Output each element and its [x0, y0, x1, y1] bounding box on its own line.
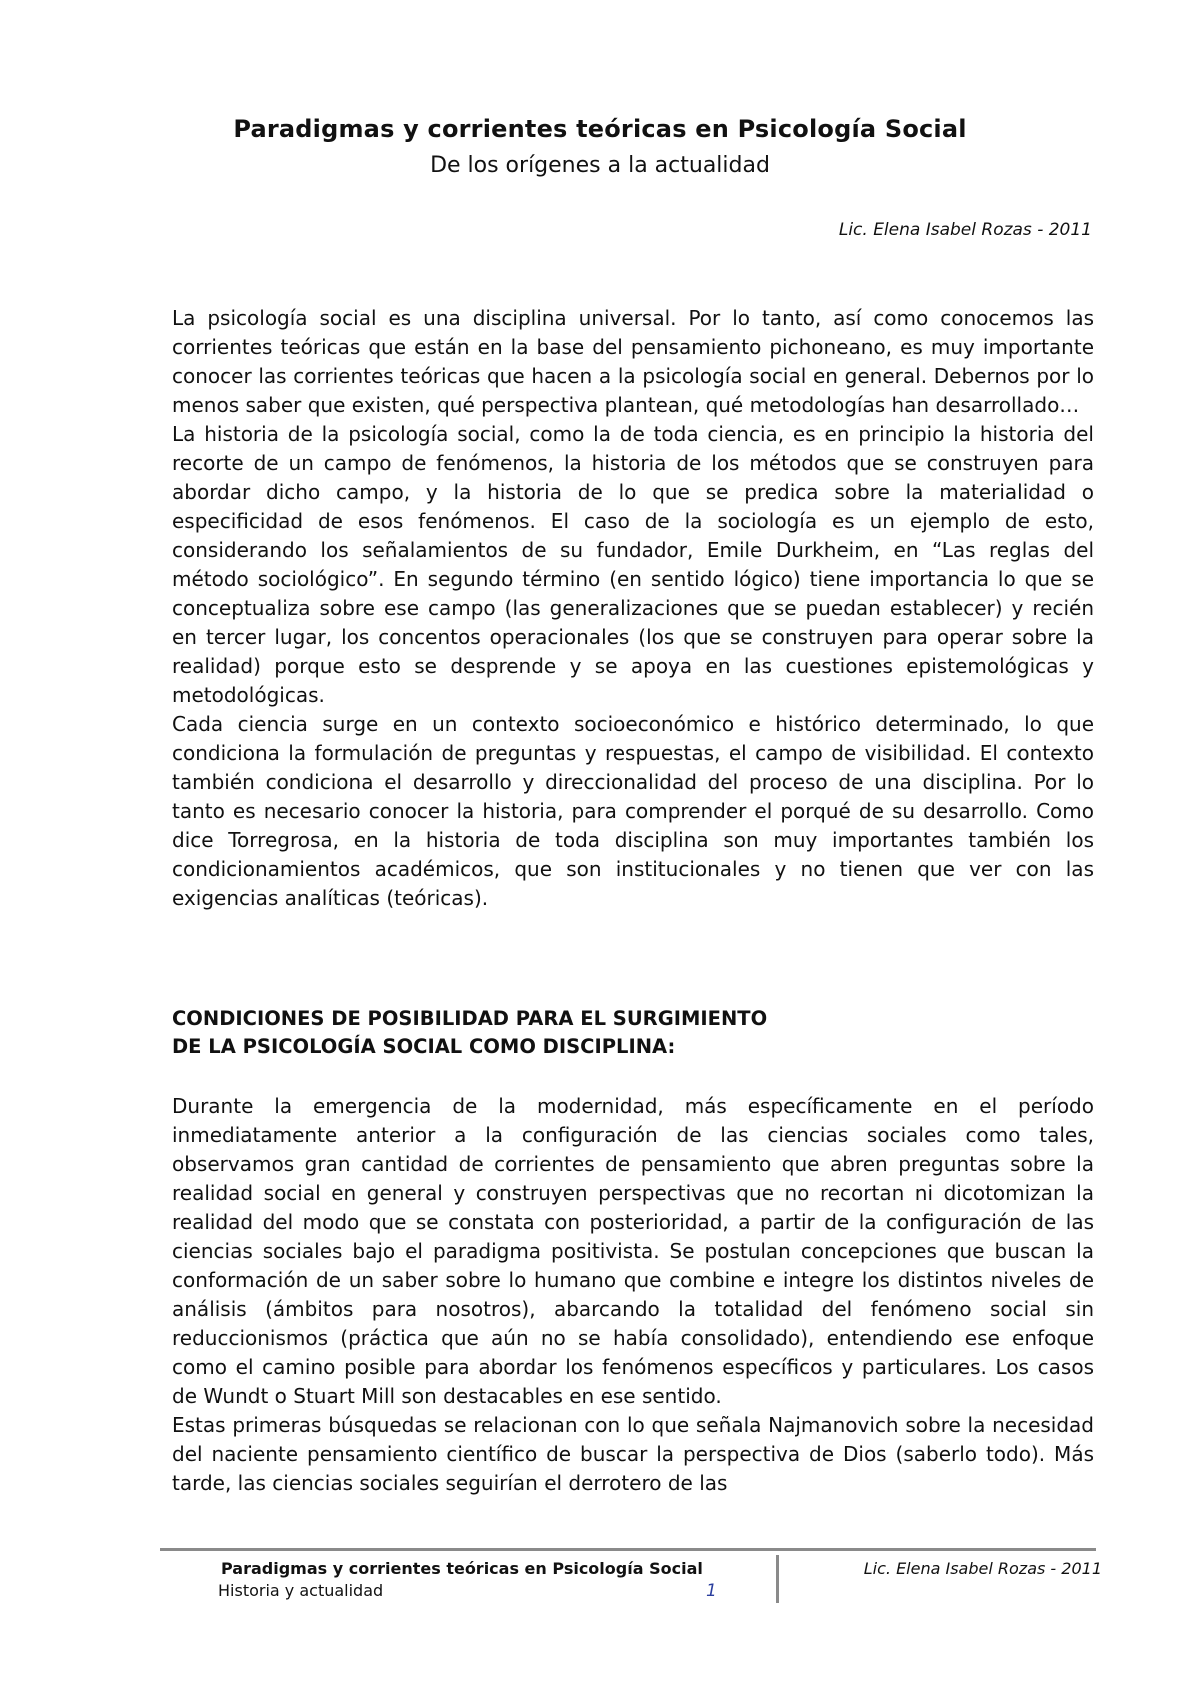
- section-body: [172, 1092, 1094, 1498]
- footer-author: Lic. Elena Isabel Rozas - 2011: [863, 1559, 1102, 1578]
- page-number: 1: [706, 1581, 717, 1601]
- section-paragraph-2: Estas primeras búsquedas se relacionan con lo que señala Najmanovich sobre la necesidad del naciente pensamiento científico de buscar la perspectiva de Dios (saberlo todo). Más tarde, las ciencias sociales seguirían el derrotero de las: [172, 1413, 1094, 1495]
- footer-title: Paradigmas y corrientes teóricas en Psicología Social: [221, 1559, 703, 1578]
- section-heading: [172, 1005, 1094, 1061]
- section-heading-line-2: DE LA PSICOLOGÍA SOCIAL COMO DISCIPLINA:: [172, 1035, 676, 1058]
- intro-paragraph-3: Cada ciencia surge en un contexto socioeconómico e histórico determinado, lo que condiciona la formulación de preguntas y respuestas, el campo de visibilidad. El contexto también condiciona el desarrollo y direccionalidad del proceso de una disciplina. Por lo tanto es necesario conocer la historia, para comprender el porqué de su desarrollo. Como dice Torregrosa, en la historia de toda disciplina son muy importantes también los condicionamientos académicos, que son institucionales y no tienen que ver con las exigencias analíticas (teóricas).: [172, 712, 1094, 910]
- document-subtitle: De los orígenes a la actualidad: [430, 153, 770, 178]
- intro-body: [172, 304, 1094, 913]
- footer-divider: [776, 1555, 779, 1603]
- section-heading-line-1: CONDICIONES DE POSIBILIDAD PARA EL SURGIMIENTO: [172, 1007, 768, 1030]
- intro-paragraph-2: La historia de la psicología social, como la de toda ciencia, es en principio la historia del recorte de un campo de fenómenos, la historia de los métodos que se construyen para abordar dicho campo, y la historia de lo que se predica sobre la materialidad o especificidad de esos fenómenos. El caso de la sociología es un ejemplo de esto, considerando los señalamientos de su fundador, Emile Durkheim, en “Las reglas del método sociológico”. En segundo término (en sentido lógico) tiene importancia lo que se conceptualiza sobre ese campo (las generalizaciones que se puedan establecer) y recién en tercer lugar, los concentos operacionales (los que se construyen para operar sobre la realidad) porque esto se desprende y se apoya en las cuestiones epistemológicas y metodológicas.: [172, 422, 1094, 707]
- footer-rule: [160, 1548, 1096, 1551]
- author-line: Lic. Elena Isabel Rozas - 2011: [838, 220, 1092, 240]
- document-title: Paradigmas y corrientes teóricas en Psicología Social: [233, 115, 967, 143]
- intro-paragraph-1: La psicología social es una disciplina universal. Por lo tanto, así como conocemos las corrientes teóricas que están en la base del pensamiento pichoneano, es muy importante conocer las corrientes teóricas que hacen a la psicología social en general. Debernos por lo menos saber que existen, qué perspectiva plantean, qué metodologías han desarrollado…: [172, 306, 1094, 417]
- footer-subtitle: Historia y actualidad: [218, 1581, 384, 1600]
- section-paragraph-1: Durante la emergencia de la modernidad, más específicamente en el período inmediatamente anterior a la configuración de las ciencias sociales como tales, observamos gran cantidad de corrientes de pensamiento que abren preguntas sobre la realidad social en general y construyen perspectivas que no recortan ni dicotomizan la realidad del modo que se constata con posterioridad, a partir de la configuración de las ciencias sociales bajo el paradigma positivista. Se postulan concepciones que buscan la conformación de un saber sobre lo humano que combine e integre los distintos niveles de análisis (ámbitos para nosotros), abarcando la totalidad del fenómeno social sin reduccionismos (práctica que aún no se había consolidado), entendiendo ese enfoque como el camino posible para abordar los fenómenos específicos y particulares. Los casos de Wundt o Stuart Mill son destacables en ese sentido.: [172, 1094, 1094, 1408]
